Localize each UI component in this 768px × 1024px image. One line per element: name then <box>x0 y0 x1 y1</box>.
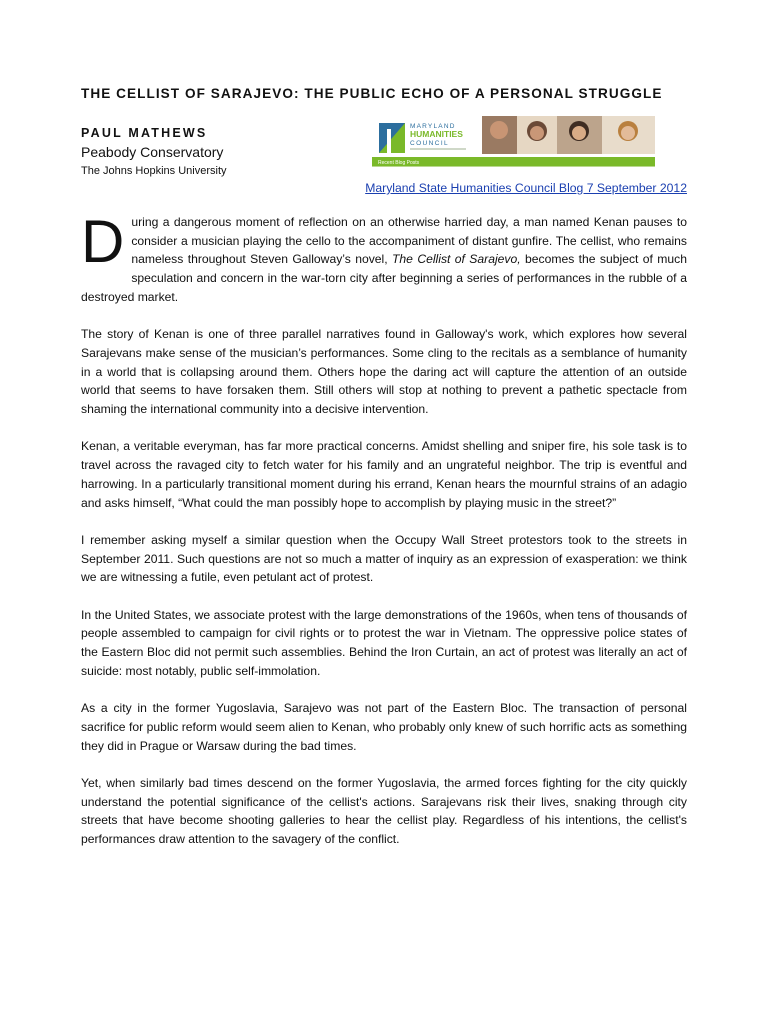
council-logo-icon <box>379 123 405 153</box>
paragraph-3: Kenan, a veritable everyman, has far more practical concerns. Amidst shelling and sniper fire, his sole task is to travel across the ravaged city to fetch water for his family and an ungrateful neighbor. The trip is eventful and harrowing. In a particularly transitional moment during his errand, Kenan hears the mournful strains of an adagio and asks himself, “What could the man possibly hope to accomplish by playing music in the street?” <box>81 439 687 510</box>
banner-org-line2: HUMANITIES <box>410 129 463 139</box>
banner-graphic <box>372 113 655 175</box>
banner-org-line1: MARYLAND <box>410 123 456 130</box>
author-university: The Johns Hopkins University <box>81 165 227 177</box>
humanities-council-banner <box>372 113 655 175</box>
paragraph-1 <box>81 208 687 307</box>
paragraph-1-text-a: uring a dangerous moment of reflection on an otherwise harried day, a man named Kenan pauses to consider a musician playing the cello to the accompaniment of distant gunfire. The cellist, who remains nameless throughout Steven Galloway’s novel, <box>131 215 687 267</box>
paragraph-7: Yet, when similarly bad times descend on the former Yugoslavia, the armed forces fighting for the city quickly understand the potential significance of the cellist's actions. Sarajevans risk their lives, snaking through city streets that have become shooting galleries to hear the cellist play. Regardless of his intentions, the cellist's performances draw attention to the savagery of the conflict. <box>81 776 687 847</box>
paragraph-1-text-b: becomes the subject of much speculation and concern in the war-torn city after beginning a series of performances in the rubble of a destroyed market. <box>81 252 687 304</box>
source-blog-link[interactable]: Maryland State Humanities Council Blog 7 September 2012 <box>365 181 687 195</box>
banner-strip-label: Recent Blog Posts <box>378 160 420 166</box>
author-name: PAUL MATHEWS <box>81 126 208 140</box>
book-title-italic: The Cellist of Sarajevo, <box>392 252 521 267</box>
article-body <box>81 208 687 868</box>
author-institution: Peabody Conservatory <box>81 144 224 160</box>
paragraph-4: I remember asking myself a similar question when the Occupy Wall Street protestors took to the streets in September 2011. Such questions are not so much a matter of inquiry as an expression of exasperation: we think we are witnessing a futile, even petulant act of protest. <box>81 532 687 585</box>
banner-photo <box>482 116 655 154</box>
article-title: THE CELLIST OF SARAJEVO: THE PUBLIC ECHO OF A PERSONAL STRUGGLE <box>81 86 663 101</box>
paragraph-5: In the United States, we associate protest with the large demonstrations of the 1960s, when tens of thousands of people assembled to campaign for civil rights or to protest the war in Vietnam. The oppressive police states of the Eastern Bloc did not permit such assemblies. Behind the Iron Curtain, an act of protest was literally an act of suicide: most notably, public self-immolation. <box>81 607 687 678</box>
paragraph-6: As a city in the former Yugoslavia, Sarajevo was not part of the Eastern Bloc. The transaction of personal sacrifice for public reform would seem alien to Kenan, who probably only knew of such horrific acts as something they did in Prague or Warsaw during the bad times. <box>81 701 687 753</box>
paragraph-2: The story of Kenan is one of three parallel narratives found in Galloway's work, which explores how several Sarajevans make sense of the musician’s performances. Some cling to the recitals as a semblance of humanity in a world that is collapsing around them. Others hope the daring act will capture the attention of an outside world that seems to have forsaken them. Still others will stop at nothing to prevent a pathetic spectacle from shaming the international community into a decisive intervention. <box>81 327 687 417</box>
banner-org-line3: COUNCIL <box>410 140 450 147</box>
drop-cap: D <box>81 208 125 275</box>
